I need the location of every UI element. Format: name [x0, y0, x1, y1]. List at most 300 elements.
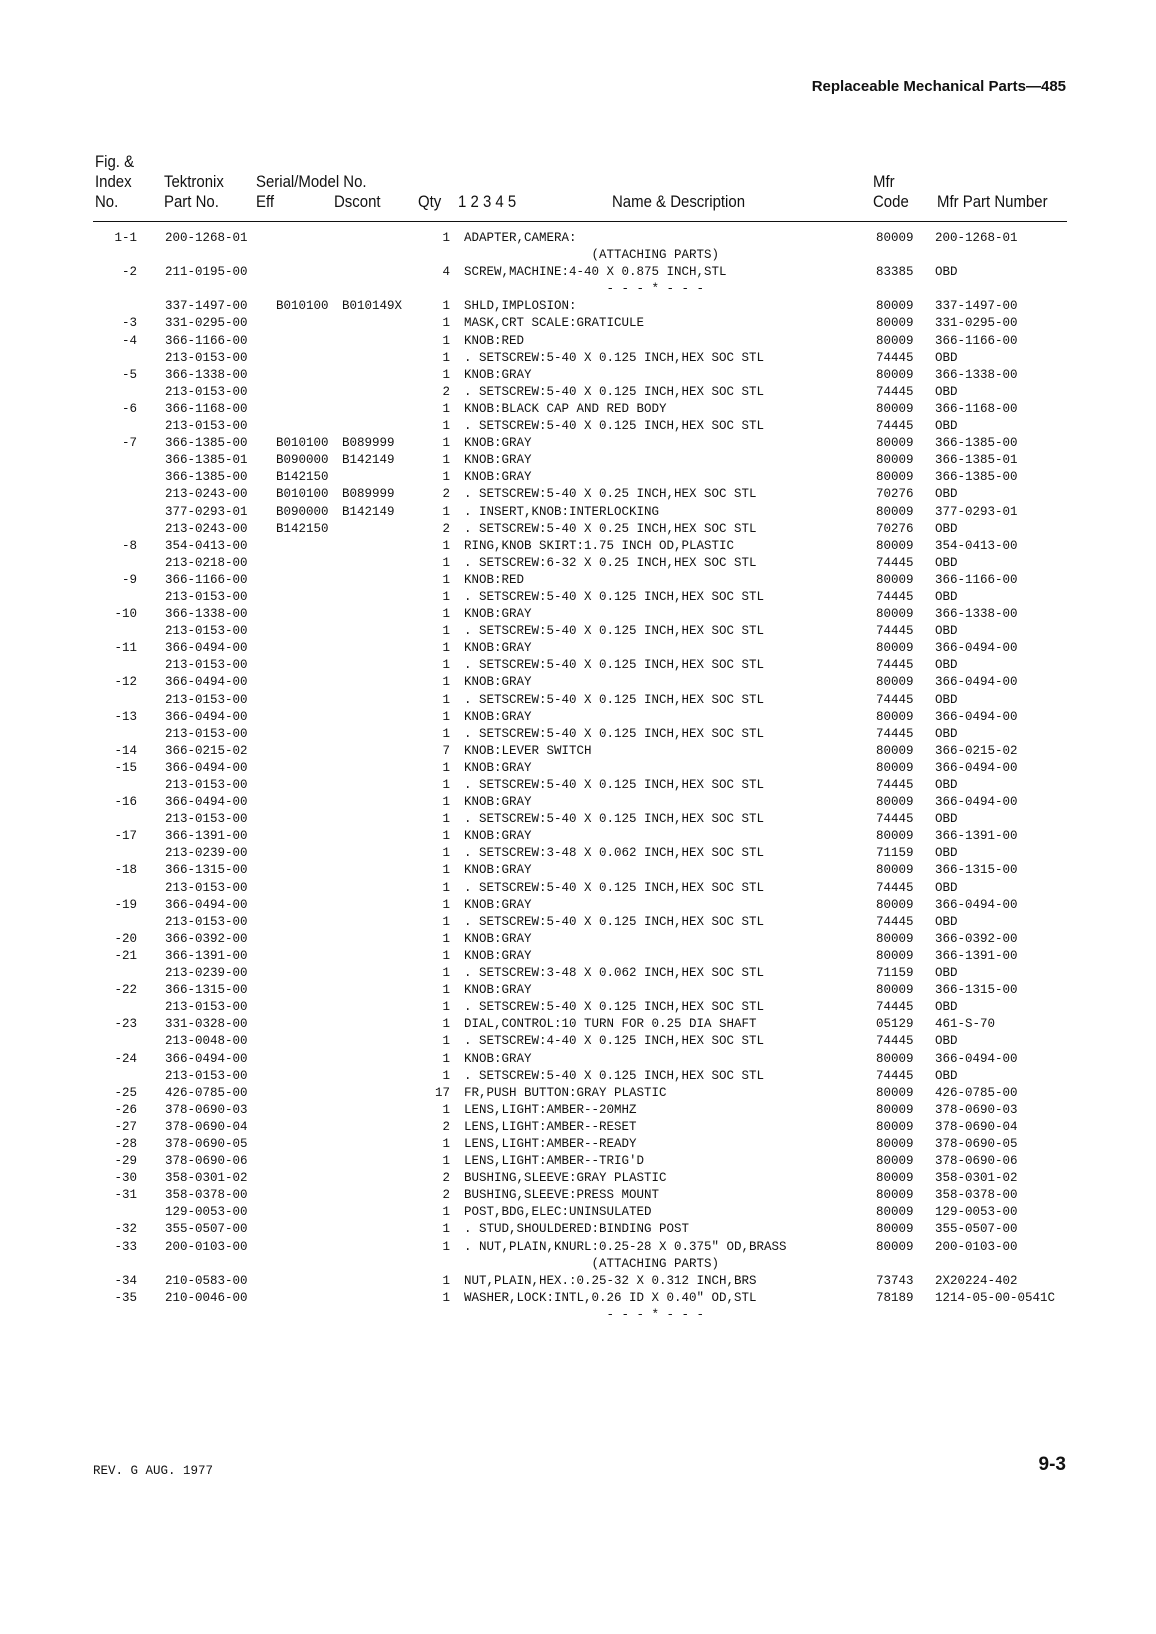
cell-mfr-code: 80009: [876, 709, 914, 724]
cell-mfr-code: 73743: [876, 1273, 914, 1288]
cell-description: POST,BDG,ELEC:UNINSULATED: [464, 1205, 652, 1220]
cell-qty: 1: [442, 1034, 450, 1049]
revision-note: REV. G AUG. 1977: [93, 1464, 214, 1478]
cell-part-no: 213-0243-00: [165, 487, 248, 502]
cell-fig-no: -4: [121, 333, 137, 348]
cell-part-no: 366-1385-00: [165, 470, 248, 485]
cell-mfr-part-number: OBD: [935, 778, 958, 792]
cell-qty: 1: [442, 948, 450, 963]
table-row: [0, 657, 1156, 674]
col-mfr-line1: Mfr: [873, 172, 895, 191]
cell-part-no: 213-0153-00: [165, 419, 248, 434]
cell-mfr-part-number: 461-S-70: [935, 1017, 996, 1032]
cell-part-no: 213-0153-00: [165, 350, 248, 365]
cell-description: . SETSCREW:3-48 X 0.062 INCH,HEX SOC STL: [464, 966, 765, 981]
table-row: [0, 504, 1156, 521]
cell-qty: 1: [442, 419, 450, 434]
cell-qty: 1: [442, 966, 450, 981]
cell-serial-dscont: B142149: [342, 453, 395, 468]
cell-qty: 1: [442, 931, 450, 946]
cell-mfr-part-number: OBD: [935, 419, 958, 434]
table-row: [0, 606, 1156, 623]
cell-description: WASHER,LOCK:INTL,0.26 ID X 0.40" OD,STL: [464, 1290, 757, 1305]
cell-qty: 1: [442, 555, 450, 570]
cell-qty: 1: [442, 504, 450, 519]
cell-description: LENS,LIGHT:AMBER--TRIG'D: [464, 1154, 645, 1169]
cell-mfr-part-number: 337-1497-00: [935, 299, 1018, 314]
cell-fig-no: -22: [114, 983, 137, 998]
table-row: [0, 828, 1156, 845]
cell-mfr-code: 83385: [876, 265, 914, 280]
cell-description: KNOB:GRAY: [464, 983, 532, 998]
cell-part-no: 213-0239-00: [165, 846, 248, 861]
table-row: [0, 931, 1156, 948]
cell-qty: 4: [442, 265, 450, 280]
cell-description: KNOB:GRAY: [464, 829, 532, 844]
table-row: [0, 367, 1156, 384]
cell-part-no: 213-0218-00: [165, 555, 248, 570]
cell-part-no: 213-0153-00: [165, 384, 248, 399]
cell-description: KNOB:GRAY: [464, 607, 532, 622]
cell-mfr-part-number: 366-0494-00: [935, 675, 1018, 690]
cell-mfr-part-number: 366-1338-00: [935, 367, 1018, 382]
table-row: [0, 948, 1156, 965]
cell-part-no: 355-0507-00: [165, 1222, 248, 1237]
cell-qty: 1: [442, 692, 450, 707]
cell-description: . SETSCREW:5-40 X 0.125 INCH,HEX SOC STL: [464, 812, 765, 827]
cell-mfr-code: 80009: [876, 983, 914, 998]
cell-qty: 1: [442, 1102, 450, 1117]
cell-fig-no: -16: [114, 795, 137, 810]
table-row: [0, 1273, 1156, 1290]
cell-description: . SETSCREW:5-40 X 0.125 INCH,HEX SOC STL: [464, 350, 765, 365]
cell-mfr-part-number: 366-0215-02: [935, 743, 1018, 758]
cell-part-no: 366-1338-00: [165, 607, 248, 622]
cell-qty: 1: [442, 1273, 450, 1288]
cell-mfr-code: 71159: [876, 846, 914, 861]
cell-mfr-part-number: 129-0053-00: [935, 1205, 1018, 1220]
col-indent: 1 2 3 4 5: [458, 192, 517, 211]
cell-part-no: 129-0053-00: [165, 1205, 248, 1220]
table-row: [0, 880, 1156, 897]
cell-qty: 1: [442, 367, 450, 382]
cell-fig-no: -13: [114, 709, 137, 724]
cell-qty: 2: [442, 1171, 450, 1186]
cell-part-no: 366-0494-00: [165, 897, 248, 912]
cell-part-no: 366-1391-00: [165, 948, 248, 963]
cell-description: (ATTACHING PARTS): [464, 1256, 720, 1271]
cell-fig-no: -6: [121, 401, 137, 416]
cell-description: . SETSCREW:5-40 X 0.25 INCH,HEX SOC STL: [464, 487, 757, 502]
cell-mfr-code: 80009: [876, 1239, 914, 1254]
cell-mfr-code: 74445: [876, 589, 914, 604]
cell-part-no: 210-0046-00: [165, 1290, 248, 1305]
table-row: [0, 418, 1156, 435]
cell-part-no: 366-0392-00: [165, 931, 248, 946]
cell-mfr-code: 05129: [876, 1017, 914, 1032]
cell-description: . NUT,PLAIN,KNURL:0.25-28 X 0.375" OD,BRASS: [464, 1239, 787, 1254]
cell-mfr-part-number: 366-1338-00: [935, 607, 1018, 622]
cell-qty: 2: [442, 1119, 450, 1134]
cell-mfr-code: 80009: [876, 504, 914, 519]
cell-mfr-part-number: 331-0295-00: [935, 316, 1018, 331]
cell-qty: 1: [442, 846, 450, 861]
cell-mfr-code: 80009: [876, 572, 914, 587]
cell-fig-no: -35: [114, 1290, 137, 1305]
cell-qty: 2: [442, 487, 450, 502]
cell-description: KNOB:GRAY: [464, 709, 532, 724]
cell-mfr-part-number: OBD: [935, 692, 958, 707]
cell-mfr-code: 80009: [876, 931, 914, 946]
cell-description: ADAPTER,CAMERA:: [464, 231, 577, 245]
col-mfr-part: Mfr Part Number: [937, 192, 1048, 211]
cell-fig-no: -5: [121, 367, 137, 382]
table-row: [0, 914, 1156, 931]
cell-mfr-part-number: OBD: [935, 265, 958, 280]
cell-mfr-code: 70276: [876, 521, 914, 536]
table-row: [0, 1187, 1156, 1204]
cell-qty: 1: [442, 709, 450, 724]
cell-mfr-code: 80009: [876, 1051, 914, 1066]
cell-mfr-part-number: 366-0494-00: [935, 795, 1018, 810]
cell-qty: 1: [442, 983, 450, 998]
cell-qty: 1: [442, 299, 450, 314]
cell-qty: 1: [442, 333, 450, 348]
table-row: [0, 1221, 1156, 1238]
cell-fig-no: -2: [121, 265, 137, 280]
cell-description: . SETSCREW:5-40 X 0.125 INCH,HEX SOC STL: [464, 778, 765, 792]
cell-description: KNOB:GRAY: [464, 367, 532, 382]
cell-part-no: 378-0690-03: [165, 1102, 248, 1117]
cell-fig-no: -31: [114, 1188, 137, 1203]
cell-fig-no: -33: [114, 1239, 137, 1254]
table-row: [0, 743, 1156, 760]
cell-mfr-part-number: 378-0690-06: [935, 1154, 1018, 1169]
table-row: [0, 777, 1156, 794]
cell-description: . SETSCREW:5-40 X 0.125 INCH,HEX SOC STL: [464, 624, 765, 639]
cell-qty: 1: [442, 829, 450, 844]
cell-part-no: 378-0690-05: [165, 1136, 248, 1151]
cell-description: KNOB:GRAY: [464, 436, 532, 451]
cell-mfr-code: 80009: [876, 863, 914, 878]
cell-mfr-part-number: 200-1268-01: [935, 231, 1018, 245]
cell-description: . INSERT,KNOB:INTERLOCKING: [464, 504, 660, 519]
cell-mfr-code: 74445: [876, 1000, 914, 1015]
cell-description: . SETSCREW:5-40 X 0.125 INCH,HEX SOC STL: [464, 1068, 765, 1083]
cell-qty: 1: [442, 1154, 450, 1169]
table-row: [0, 965, 1156, 982]
cell-qty: 2: [442, 521, 450, 536]
cell-part-no: 354-0413-00: [165, 538, 248, 553]
cell-part-no: 366-1166-00: [165, 333, 248, 348]
table-row: [0, 1239, 1156, 1256]
cell-fig-no: -19: [114, 897, 137, 912]
cell-qty: 17: [434, 1085, 450, 1100]
cell-part-no: 213-0153-00: [165, 880, 248, 895]
cell-part-no: 213-0153-00: [165, 726, 248, 741]
cell-mfr-part-number: OBD: [935, 914, 958, 929]
cell-fig-no: -8: [121, 538, 137, 553]
cell-qty: 1: [442, 1068, 450, 1083]
table-row: [0, 1153, 1156, 1170]
cell-part-no: 366-1338-00: [165, 367, 248, 382]
cell-serial-eff: B010100: [276, 487, 329, 502]
cell-description: SCREW,MACHINE:4-40 X 0.875 INCH,STL: [464, 265, 727, 280]
cell-description: . SETSCREW:5-40 X 0.125 INCH,HEX SOC STL: [464, 589, 765, 604]
table-row: [0, 1068, 1156, 1085]
cell-mfr-part-number: 358-0301-02: [935, 1171, 1018, 1186]
cell-mfr-code: 74445: [876, 778, 914, 792]
cell-part-no: 358-0378-00: [165, 1188, 248, 1203]
cell-mfr-code: 80009: [876, 1136, 914, 1151]
table-row: [0, 401, 1156, 418]
cell-mfr-part-number: OBD: [935, 1000, 958, 1015]
cell-fig-no: -20: [114, 931, 137, 946]
cell-serial-eff: B090000: [276, 504, 329, 519]
cell-mfr-part-number: 358-0378-00: [935, 1188, 1018, 1203]
table-row: [0, 350, 1156, 367]
table-row: [0, 999, 1156, 1016]
cell-qty: 1: [442, 914, 450, 929]
cell-mfr-code: 80009: [876, 948, 914, 963]
cell-mfr-code: 74445: [876, 658, 914, 673]
cell-description: . SETSCREW:5-40 X 0.25 INCH,HEX SOC STL: [464, 521, 757, 536]
cell-mfr-code: 80009: [876, 367, 914, 382]
table-row: [0, 982, 1156, 999]
cell-description: FR,PUSH BUTTON:GRAY PLASTIC: [464, 1085, 667, 1100]
cell-fig-no: -11: [114, 641, 137, 656]
cell-part-no: 213-0153-00: [165, 812, 248, 827]
cell-serial-eff: B090000: [276, 453, 329, 468]
cell-description: - - - * - - -: [464, 1307, 705, 1322]
cell-description: . SETSCREW:4-40 X 0.125 INCH,HEX SOC STL: [464, 1034, 765, 1049]
cell-qty: 1: [442, 572, 450, 587]
cell-mfr-part-number: 378-0690-04: [935, 1119, 1018, 1134]
cell-description: DIAL,CONTROL:10 TURN FOR 0.25 DIA SHAFT: [464, 1017, 757, 1032]
cell-mfr-code: 80009: [876, 538, 914, 553]
cell-mfr-part-number: OBD: [935, 555, 958, 570]
cell-description: . SETSCREW:6-32 X 0.25 INCH,HEX SOC STL: [464, 555, 757, 570]
cell-description: KNOB:GRAY: [464, 1051, 532, 1066]
cell-qty: 1: [442, 760, 450, 775]
cell-mfr-part-number: 366-0494-00: [935, 760, 1018, 775]
cell-description: . SETSCREW:5-40 X 0.125 INCH,HEX SOC STL: [464, 419, 765, 434]
cell-qty: 1: [442, 1000, 450, 1015]
cell-qty: 1: [442, 863, 450, 878]
cell-mfr-code: 80009: [876, 897, 914, 912]
cell-mfr-code: 80009: [876, 1188, 914, 1203]
cell-mfr-part-number: 378-0690-03: [935, 1102, 1018, 1117]
cell-mfr-code: 80009: [876, 1171, 914, 1186]
cell-part-no: 378-0690-06: [165, 1154, 248, 1169]
cell-part-no: 210-0583-00: [165, 1273, 248, 1288]
table-row: [0, 435, 1156, 452]
cell-fig-no: -24: [114, 1051, 137, 1066]
cell-mfr-code: 80009: [876, 829, 914, 844]
cell-part-no: 331-0328-00: [165, 1017, 248, 1032]
cell-description: - - - * - - -: [464, 282, 705, 297]
cell-description: KNOB:LEVER SWITCH: [464, 743, 592, 758]
cell-description: KNOB:GRAY: [464, 863, 532, 878]
cell-qty: 1: [442, 231, 450, 245]
cell-part-no: 366-0494-00: [165, 760, 248, 775]
cell-fig-no: -27: [114, 1119, 137, 1134]
cell-part-no: 213-0153-00: [165, 778, 248, 792]
cell-mfr-part-number: 377-0293-01: [935, 504, 1018, 519]
cell-description: . SETSCREW:5-40 X 0.125 INCH,HEX SOC STL: [464, 658, 765, 673]
cell-mfr-code: 74445: [876, 555, 914, 570]
cell-mfr-code: 74445: [876, 880, 914, 895]
table-row: [0, 247, 1156, 264]
cell-serial-eff: B142150: [276, 470, 329, 485]
cell-serial-eff: B010100: [276, 299, 329, 314]
table-row: [0, 521, 1156, 538]
cell-description: . SETSCREW:5-40 X 0.125 INCH,HEX SOC STL: [464, 384, 765, 399]
cell-part-no: 213-0243-00: [165, 521, 248, 536]
cell-description: . SETSCREW:5-40 X 0.125 INCH,HEX SOC STL: [464, 914, 765, 929]
cell-part-no: 331-0295-00: [165, 316, 248, 331]
cell-fig-no: -32: [114, 1222, 137, 1237]
parts-list: [0, 230, 1156, 1324]
table-row: [0, 315, 1156, 332]
table-row: [0, 1085, 1156, 1102]
cell-part-no: 366-0494-00: [165, 641, 248, 656]
table-row: [0, 674, 1156, 691]
cell-fig-no: -18: [114, 863, 137, 878]
col-qty: Qty: [418, 192, 442, 211]
cell-description: KNOB:GRAY: [464, 641, 532, 656]
cell-part-no: 426-0785-00: [165, 1085, 248, 1100]
cell-part-no: 378-0690-04: [165, 1119, 248, 1134]
cell-description: LENS,LIGHT:AMBER--RESET: [464, 1119, 637, 1134]
cell-description: KNOB:GRAY: [464, 897, 532, 912]
cell-qty: 1: [442, 1239, 450, 1254]
cell-qty: 1: [442, 316, 450, 331]
table-row: [0, 1170, 1156, 1187]
cell-description: NUT,PLAIN,HEX.:0.25-32 X 0.312 INCH,BRS: [464, 1273, 757, 1288]
cell-fig-no: -30: [114, 1171, 137, 1186]
table-row: [0, 1016, 1156, 1033]
cell-description: . STUD,SHOULDERED:BINDING POST: [464, 1222, 690, 1237]
col-serial-line1: Serial/Model No.: [256, 172, 367, 191]
cell-mfr-code: 80009: [876, 1205, 914, 1220]
cell-mfr-part-number: OBD: [935, 350, 958, 365]
table-row: [0, 572, 1156, 589]
cell-mfr-code: 80009: [876, 607, 914, 622]
cell-mfr-code: 74445: [876, 1034, 914, 1049]
cell-mfr-part-number: OBD: [935, 880, 958, 895]
cell-qty: 1: [442, 1290, 450, 1305]
cell-fig-no: -23: [114, 1017, 137, 1032]
table-row: [0, 811, 1156, 828]
cell-mfr-part-number: 355-0507-00: [935, 1222, 1018, 1237]
table-row: [0, 1204, 1156, 1221]
cell-mfr-part-number: 366-1315-00: [935, 863, 1018, 878]
cell-description: KNOB:GRAY: [464, 675, 532, 690]
cell-mfr-code: 74445: [876, 350, 914, 365]
cell-part-no: 213-0153-00: [165, 1000, 248, 1015]
cell-fig-no: -29: [114, 1154, 137, 1169]
cell-mfr-code: 74445: [876, 624, 914, 639]
table-row: [0, 452, 1156, 469]
cell-fig-no: -28: [114, 1136, 137, 1151]
col-part-line1: Tektronix: [164, 172, 224, 191]
cell-qty: 1: [442, 641, 450, 656]
cell-mfr-part-number: 366-1166-00: [935, 333, 1018, 348]
cell-qty: 1: [442, 624, 450, 639]
cell-mfr-part-number: 366-1385-00: [935, 436, 1018, 451]
cell-serial-dscont: B010149X: [342, 299, 403, 314]
table-row: [0, 623, 1156, 640]
cell-mfr-code: 80009: [876, 1102, 914, 1117]
cell-qty: 1: [442, 675, 450, 690]
cell-mfr-code: 80009: [876, 1222, 914, 1237]
cell-description: BUSHING,SLEEVE:PRESS MOUNT: [464, 1188, 660, 1203]
cell-mfr-part-number: 426-0785-00: [935, 1085, 1018, 1100]
cell-mfr-part-number: OBD: [935, 846, 958, 861]
cell-mfr-part-number: OBD: [935, 624, 958, 639]
table-row: [0, 264, 1156, 281]
table-row: [0, 555, 1156, 572]
cell-mfr-part-number: 366-1385-01: [935, 453, 1018, 468]
cell-part-no: 211-0195-00: [165, 265, 248, 280]
cell-mfr-part-number: 366-1391-00: [935, 948, 1018, 963]
cell-mfr-part-number: 366-0494-00: [935, 709, 1018, 724]
cell-fig-no: -9: [121, 572, 137, 587]
cell-mfr-part-number: 366-0494-00: [935, 641, 1018, 656]
cell-mfr-code: 78189: [876, 1290, 914, 1305]
cell-mfr-code: 74445: [876, 692, 914, 707]
cell-qty: 1: [442, 401, 450, 416]
cell-mfr-part-number: 354-0413-00: [935, 538, 1018, 553]
table-row: [0, 692, 1156, 709]
cell-part-no: 366-0494-00: [165, 709, 248, 724]
cell-description: KNOB:RED: [464, 333, 525, 348]
cell-qty: 1: [442, 1222, 450, 1237]
cell-part-no: 213-0153-00: [165, 624, 248, 639]
cell-qty: 1: [442, 538, 450, 553]
cell-qty: 1: [442, 1205, 450, 1220]
cell-description: KNOB:GRAY: [464, 931, 532, 946]
cell-mfr-part-number: OBD: [935, 658, 958, 673]
cell-mfr-part-number: OBD: [935, 966, 958, 981]
table-row: [0, 845, 1156, 862]
cell-qty: 1: [442, 589, 450, 604]
cell-mfr-part-number: 366-1168-00: [935, 401, 1018, 416]
cell-mfr-part-number: 366-1385-00: [935, 470, 1018, 485]
page-title: Replaceable Mechanical Parts—485: [811, 78, 1066, 95]
cell-qty: 7: [442, 743, 450, 758]
cell-fig-no: -21: [114, 948, 137, 963]
cell-qty: 1: [442, 658, 450, 673]
cell-part-no: 213-0153-00: [165, 658, 248, 673]
cell-description: SHLD,IMPLOSION:: [464, 299, 577, 314]
cell-mfr-part-number: OBD: [935, 1068, 958, 1083]
cell-mfr-part-number: OBD: [935, 487, 958, 502]
cell-qty: 1: [442, 436, 450, 451]
cell-part-no: 200-1268-01: [165, 231, 248, 245]
cell-mfr-code: 80009: [876, 333, 914, 348]
cell-fig-no: -14: [114, 743, 137, 758]
cell-qty: 1: [442, 880, 450, 895]
table-row: [0, 760, 1156, 777]
table-row: [0, 486, 1156, 503]
table-row: [0, 298, 1156, 315]
cell-mfr-code: 80009: [876, 1085, 914, 1100]
cell-fig-no: -34: [114, 1273, 137, 1288]
col-part-line2: Part No.: [164, 192, 219, 211]
cell-mfr-code: 80009: [876, 1119, 914, 1134]
